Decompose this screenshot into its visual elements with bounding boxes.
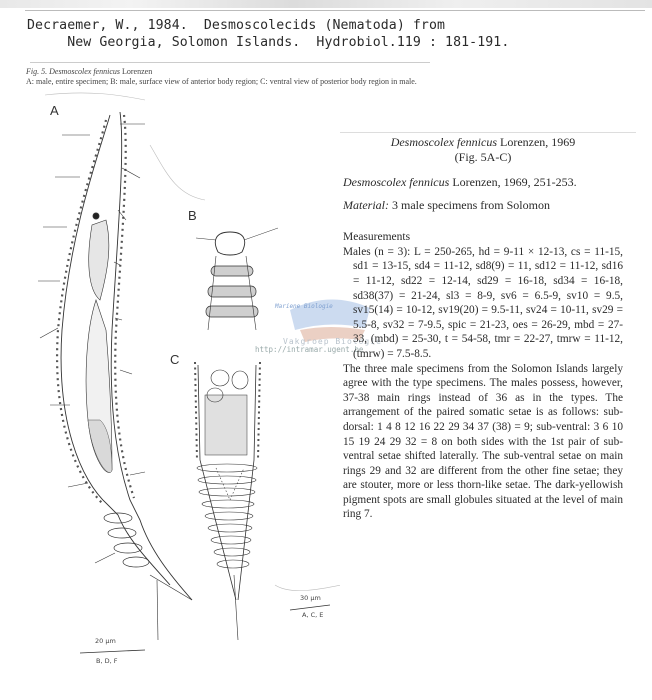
scale-bar-left-value: 20 μm [95,637,116,645]
synonym [343,175,623,190]
citation [27,17,509,51]
panel-label-a: A [50,103,59,118]
synonym-species: Desmoscolex fennicus [343,175,450,189]
heading-species: Desmoscolex fennicus [390,135,497,149]
scale-bar-right-value: 30 μm [300,594,321,602]
caption-species: Desmoscolex fennicus [49,67,120,76]
measurements-heading: Measurements [343,231,411,244]
citation-line-1: Decraemer, W., 1984. Desmoscolecids (Nematoda) from [27,18,446,33]
heading-fig: (Fig. 5A-C) [454,150,512,164]
caption-author: Lorenzen [121,67,153,76]
panel-label-c: C [170,352,180,367]
scale-bar-left-panels: B, D, F [96,657,118,665]
panel-label-b: B [188,208,197,223]
citation-line-2: New Georgia, Solomon Islands. Hydrobiol.119 : 181-191. [27,35,510,50]
description-paragraph: The three male specimens from the Solomon Islands largely agree with the type specimens. The males possess, however, 37-38 main rings instead of 36 as in the types. The arrangement of the paired somatic setae is as follows: sub-dorsal: 1 4 8 12 16 22 29 34 37 (38) = 9; sub-ventral: 3 6 10 15 19 24 29 32 = 8 on both sides with the 1st pair of sub-ventral setae shifted laterally. The sub-ventral setae on main rings 29 and 32 are different from the other fine setae; they are stouter, more or less thorn-like setae. The dark-yellowish pigment spots are small globules situated at the level of main ring 7. [343,362,623,521]
caption-fig-label: Fig. 5. [26,67,48,76]
synonym-ref: Lorenzen, 1969, 251-253. [452,175,577,189]
watermark-org: Vakgroep Biologie [283,337,382,346]
watermark-arc-text: Mariene Biologie [275,303,333,310]
divider [25,10,645,11]
material [343,198,623,213]
material-label: Material: [343,197,389,212]
material-text: 3 male specimens from Solomon [392,197,550,212]
watermark-url: http://intramar.ugent.be [255,345,364,354]
divider [340,132,636,133]
figure-caption [26,67,417,87]
species-description [343,135,623,522]
nematode-figure [0,90,340,690]
scan-edge [0,0,652,8]
measurements-text: Males (n = 3): L = 250-265, hd = 9-11 × 12-13, cs = 11-15, sd1 = 13-15, sd4 = 11-12, sd8(9) = 11, sd12 = 11-12, sd16 = 11-12, sd22 = 12-14, sd29 = 16-18, sd34 = 16-18, sd38(37) = 21-24, sl3 = 8-9, sv6 = 6.5-9, sv10 = 9.5, sv15(14) = 10-12, sv19(20) = 9.5-11, sv24 = 10-11, sv29 = 5.5-8, sv32 = 7-9.5, spic = 21-23, oes = 26-29, mbd = 27-33, (mbd) = 25-30, t = 54-58, tmr = 22-27, tmrw = 11-12, (tmrw) = 7.5-8.5. [343,245,623,360]
divider [30,62,430,63]
caption-legend: A: male, entire specimen; B: male, surface view of anterior body region; C: ventral view of posterior body region in male. [26,77,417,86]
scale-bar-right-panels: A, C, E [302,611,324,619]
heading-author: Lorenzen, 1969 [500,135,576,149]
species-heading [343,135,623,165]
